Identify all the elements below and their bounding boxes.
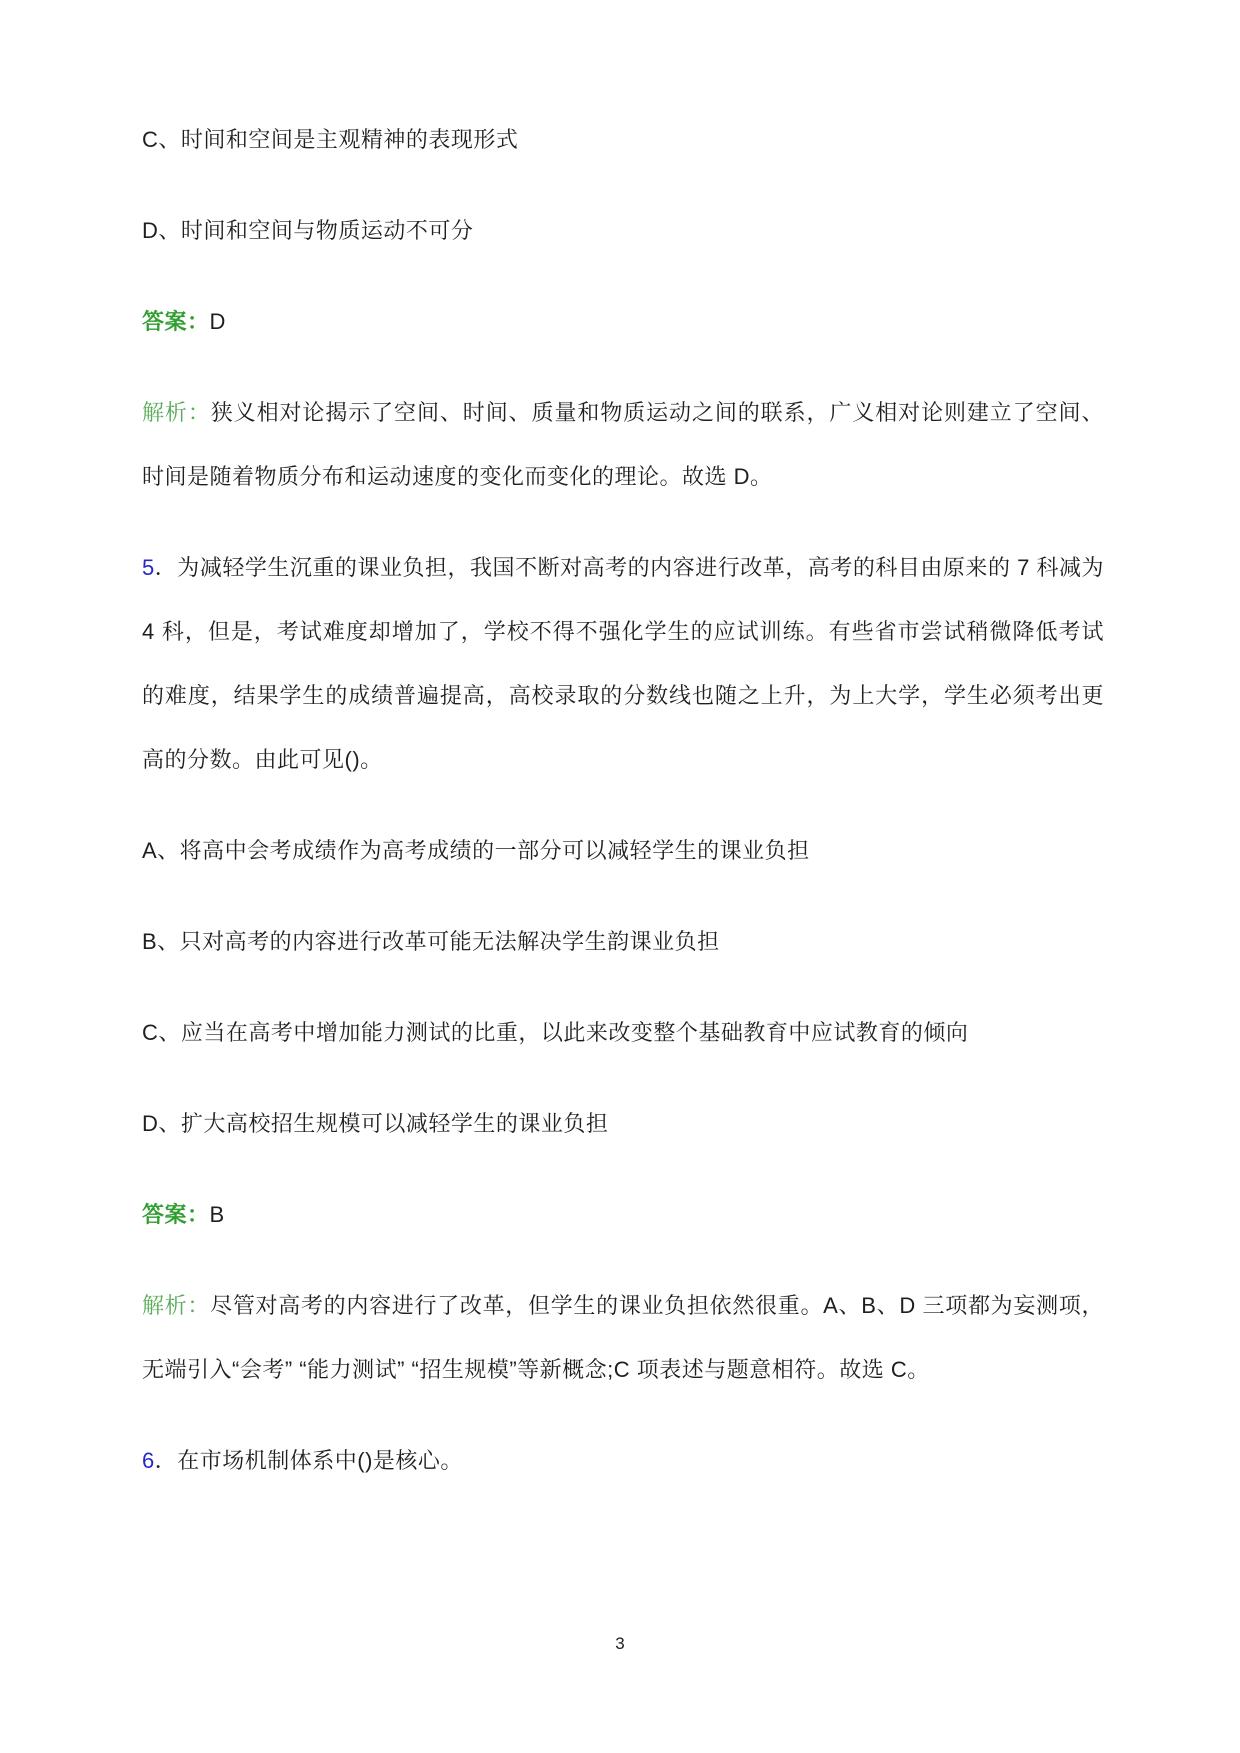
question5-number-separator: ． (154, 555, 178, 580)
question6-stem-text: 在市场机制体系中()是核心。 (177, 1448, 463, 1473)
question5-option-a: A、将高中会考成绩作为高考成绩的一部分可以减轻学生的课业负担 (142, 838, 810, 863)
question4-option-d: D、时间和空间与物质运动不可分 (142, 218, 474, 243)
question4-answer-value: D (209, 309, 226, 334)
analysis-label: 解析 (142, 400, 188, 425)
question5-analysis (142, 1274, 1104, 1402)
question5-option-d: D、扩大高校招生规模可以减轻学生的课业负担 (142, 1111, 609, 1136)
analysis-colon: ： (187, 400, 211, 425)
question6-number: 6 (142, 1448, 155, 1473)
question4-answer-line (142, 290, 1104, 354)
answer-label: 答案 (142, 309, 188, 334)
answer-colon: ： (187, 309, 210, 334)
question4-analysis-text: 狭义相对论揭示了空间、时间、质量和物质运动之间的联系，广义相对论则建立了空间、时间是随着物质分布和运动速度的变化而变化的理论。故选 D。 (142, 400, 1104, 489)
question5-analysis-text: 尽管对高考的内容进行了改革，但学生的课业负担依然很重。A、B、D 三项都为妄测项，无端引入“会考” “能力测试” “招生规模”等新概念;C 项表述与题意相符。故选 C。 (142, 1293, 1104, 1382)
question5-number: 5 (142, 555, 155, 580)
question5-option-c: C、应当在高考中增加能力测试的比重，以此来改变整个基础教育中应试教育的倾向 (142, 1020, 969, 1045)
question6-number-separator: ． (154, 1448, 178, 1473)
answer-label: 答案 (142, 1202, 188, 1227)
question4-analysis (142, 381, 1104, 509)
document-body (142, 108, 1104, 1520)
question5-stem (142, 536, 1104, 792)
page-number: 3 (615, 1634, 625, 1653)
question5-option-b: B、只对高考的内容进行改革可能无法解决学生韵课业负担 (142, 929, 720, 954)
question5-stem-text: 为减轻学生沉重的课业负担，我国不断对高考的内容进行改革，高考的科目由原来的 7 科减为 4 科，但是，考试难度却增加了，学校不得不强化学生的应试训练。有些省市尝试稍微降低考试的难度，结果学生的成绩普遍提高，高校录取的分数线也随之上升，为上大学，学生必须考出更高的分数。由此可见()。 (142, 555, 1104, 772)
question6-stem (142, 1429, 1104, 1493)
answer-colon: ： (187, 1202, 210, 1227)
analysis-label: 解析 (142, 1293, 188, 1318)
question5-answer-value: B (209, 1202, 225, 1227)
question5-answer-line (142, 1183, 1104, 1247)
analysis-colon: ： (187, 1293, 211, 1318)
question4-option-c: C、时间和空间是主观精神的表现形式 (142, 127, 519, 152)
